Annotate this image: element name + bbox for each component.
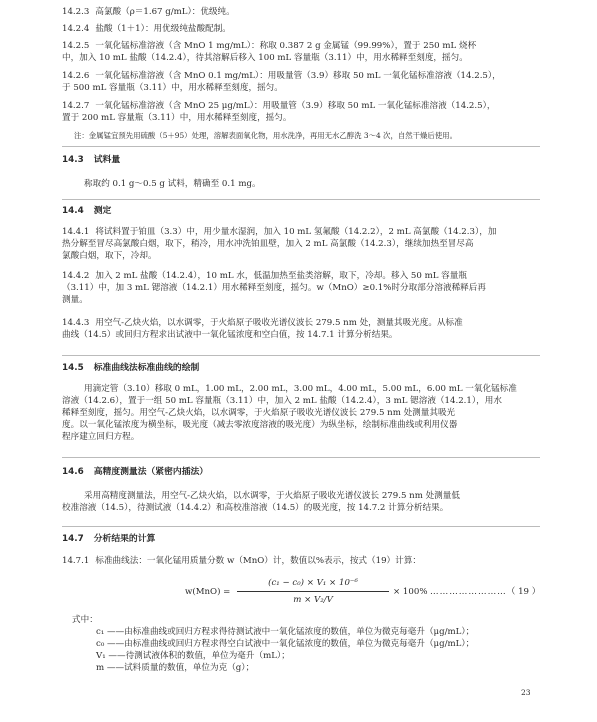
clause-number: 14.7.1 [62, 556, 90, 566]
section-title: 试料量 [93, 155, 121, 165]
clause-14-4-1 [62, 226, 540, 262]
clause-text-line: 中，加入 10 mL 盐酸（14.2.4），待其溶解后移入 100 mL 容量瓶（3.11）中，用水稀释至刻度，摇匀。 [62, 53, 468, 63]
section-title: 测定 [93, 206, 112, 216]
clause-number: 14.2.4 [62, 24, 90, 34]
clause-number: 14.2.3 [62, 7, 90, 17]
section-number: 14.7 [62, 534, 84, 544]
clause-text-line: 将试料置于铂皿（3.3）中，用少量水湿润，加入 10 mL 氢氟酸（14.2.2），2 mL 高氯酸（14.2.3），加 [95, 227, 497, 237]
page-number: 23 [521, 688, 531, 697]
paragraph: 称取约 0.1 g～0.5 g 试料，精确至 0.1 mg。 [84, 179, 261, 189]
section-number: 14.4 [62, 206, 84, 216]
section-14-6-heading [62, 466, 540, 478]
clause-text: 盐酸（1＋1）：用优级纯盐酸配制。 [95, 24, 231, 34]
clause-text-line: 于 500 mL 容量瓶（3.11）中，用水稀释至刻度，摇匀。 [62, 83, 283, 93]
section-14-7-heading [62, 533, 540, 545]
definition-item: V₁ ——待测试液体积的数值，单位为毫升（mL）； [96, 651, 290, 661]
clause-text-line: 氯酸白烟，取下，冷却。 [62, 251, 157, 261]
clause-14-2-4 [62, 23, 540, 35]
formula-number-group [430, 586, 540, 598]
clause-text: 高氯酸（ρ＝1.67 g/mL）：优级纯。 [95, 7, 235, 17]
clause-14-4-2 [62, 270, 540, 306]
section-number: 14.3 [62, 155, 84, 165]
formula-leader-dots: …………………… [430, 587, 507, 597]
divider [62, 526, 540, 527]
clause-text-line: 一氧化锰标准溶液（含 MnO 1 mg/mL）：称取 0.387 2 g 金属锰（99.99%），置于 250 mL 烧杯 [95, 41, 477, 51]
clause-text-line: 置于 200 mL 容量瓶（3.11）中，用水稀释至刻度，摇匀。 [62, 113, 292, 123]
note [62, 131, 540, 141]
paragraph-line: 校准溶液（14.5），待测试液（14.4.2）和高校准溶液（14.5）的吸光度，按 14.7.2 计算分析结果。 [62, 503, 449, 513]
clause-14-2-3 [62, 6, 540, 18]
clause-text-line: 加入 2 mL 盐酸（14.2.4），10 mL 水，低温加热至盐类溶解，取下，冷却。移入 50 mL 容量瓶 [95, 271, 467, 281]
formula-number: （ 19 ） [506, 587, 541, 597]
section-number: 14.5 [62, 363, 84, 373]
where-label: 式中： [72, 615, 98, 625]
paragraph-line: 程序建立回归方程。 [62, 432, 140, 442]
divider [62, 146, 540, 147]
clause-number: 14.4.1 [62, 227, 90, 237]
clause-number: 14.2.7 [62, 101, 90, 111]
formula-lhs: w(MnO) = [185, 587, 231, 597]
clause-number: 14.2.5 [62, 41, 90, 51]
clause-number: 14.2.6 [62, 71, 90, 81]
paragraph-line: 度。以一氧化锰浓度为横坐标，吸光度（减去零浓度溶液的吸光度）为纵坐标，绘制标准曲线或利用仪器 [62, 420, 458, 430]
paragraph-line: 稀释至刻度，摇匀。用空气-乙炔火焰，以水调零，于火焰原子吸收光谱仪波长 279.5 nm 处测量其吸光 [62, 408, 456, 418]
clause-text-line: 测量。 [62, 295, 88, 305]
clause-text-line: 一氧化锰标准溶液（含 MnO 25 μg/mL）：用吸量管（3.9）移取 50 mL 一氧化锰标准溶液（14.2.5）， [95, 101, 496, 111]
formula-rhs: × 100% [393, 587, 428, 597]
section-title: 高精度测量法（紧密内插法） [93, 467, 209, 477]
clause-text-line: 用空气-乙炔火焰，以水调零，于火焰原子吸收光谱仪波长 279.5 nm 处，测量其吸光度。从标准 [95, 318, 463, 328]
clause-14-2-5 [62, 40, 540, 64]
definition-item: m ——试料质量的数值，单位为克（g）； [96, 663, 255, 673]
clause-14-4-3 [62, 317, 540, 341]
paragraph-line: 用滴定管（3.10）移取 0 mL，1.00 mL，2.00 mL，3.00 mL，4.00 mL，5.00 mL，6.00 mL 一氧化锰标准 [84, 384, 517, 394]
section-14-3-body [62, 178, 540, 190]
clause-text-line: （3.11）中，加 3 mL 锶溶液（14.2.1）用水稀释至刻度，摇匀。w（MnO）≥0.1%时分取部分溶液稀释后再 [62, 283, 486, 293]
formula-fraction [237, 577, 389, 606]
section-title: 标准曲线法标准曲线的绘制 [93, 363, 200, 373]
section-14-6-body [62, 490, 540, 514]
divider [62, 457, 540, 458]
paragraph-line: 溶液（14.2.6），置于一组 50 mL 容量瓶（3.11）中，加入 2 mL 盐酸（14.2.4），3 mL 锶溶液（14.2.1），用水 [62, 396, 502, 406]
formula-19 [185, 573, 545, 613]
clause-text-line: 曲线（14.5）或回归方程求出试液中一氧化锰浓度和空白值，按 14.7.1 计算分析结果。 [62, 330, 398, 340]
symbol-definitions [72, 614, 540, 674]
section-14-5-body [62, 383, 540, 443]
clause-number: 14.4.3 [62, 318, 90, 328]
fraction-bar [237, 591, 389, 592]
section-14-4-heading [62, 205, 540, 217]
divider [62, 199, 540, 200]
section-number: 14.6 [62, 467, 84, 477]
definition-item: c₀ ——由标准曲线或回归方程求得空白试液中一氧化锰浓度的数值，单位为微克每毫升（μg/mL）； [96, 639, 475, 649]
definition-item: c₁ ——由标准曲线或回归方程求得待测试液中一氧化锰浓度的数值，单位为微克每毫升（μg/mL）； [96, 627, 475, 637]
section-14-5-heading [62, 362, 540, 374]
clause-text: 标准曲线法：一氧化锰用质量分数 w（MnO）计，数值以%表示，按式（19）计算： [95, 556, 421, 566]
clause-text-line: 一氧化锰标准溶液（含 MnO 0.1 mg/mL）：用吸量管（3.9）移取 50 mL 一氧化锰标准溶液（14.2.5）， [95, 71, 501, 81]
divider [62, 355, 540, 356]
formula-denominator: m × V₂/V [293, 595, 333, 605]
formula-numerator: (c₁ − c₀) × V₁ × 10⁻⁶ [268, 578, 358, 588]
clause-14-2-6 [62, 70, 540, 94]
clause-14-2-7 [62, 100, 540, 124]
section-14-3-heading [62, 154, 540, 166]
section-title: 分析结果的计算 [93, 534, 156, 544]
clause-text-line: 热分解至冒尽高氯酸白烟，取下，稍冷，用水冲洗铂皿壁，加入 2 mL 高氯酸（14.2.3），继续加热至冒尽高 [62, 239, 474, 249]
clause-14-7-1 [62, 555, 540, 567]
clause-number: 14.4.2 [62, 271, 90, 281]
note-text: 注：金属锰宜预先用硫酸（5＋95）处理，溶解表面氧化物，用水洗净，再用无水乙醇洗 3～4 次，自然干燥后使用。 [74, 131, 457, 140]
paragraph-line: 采用高精度测量法，用空气-乙炔火焰，以水调零，于火焰原子吸收光谱仪波长 279.5 nm 处测量低 [84, 491, 460, 501]
